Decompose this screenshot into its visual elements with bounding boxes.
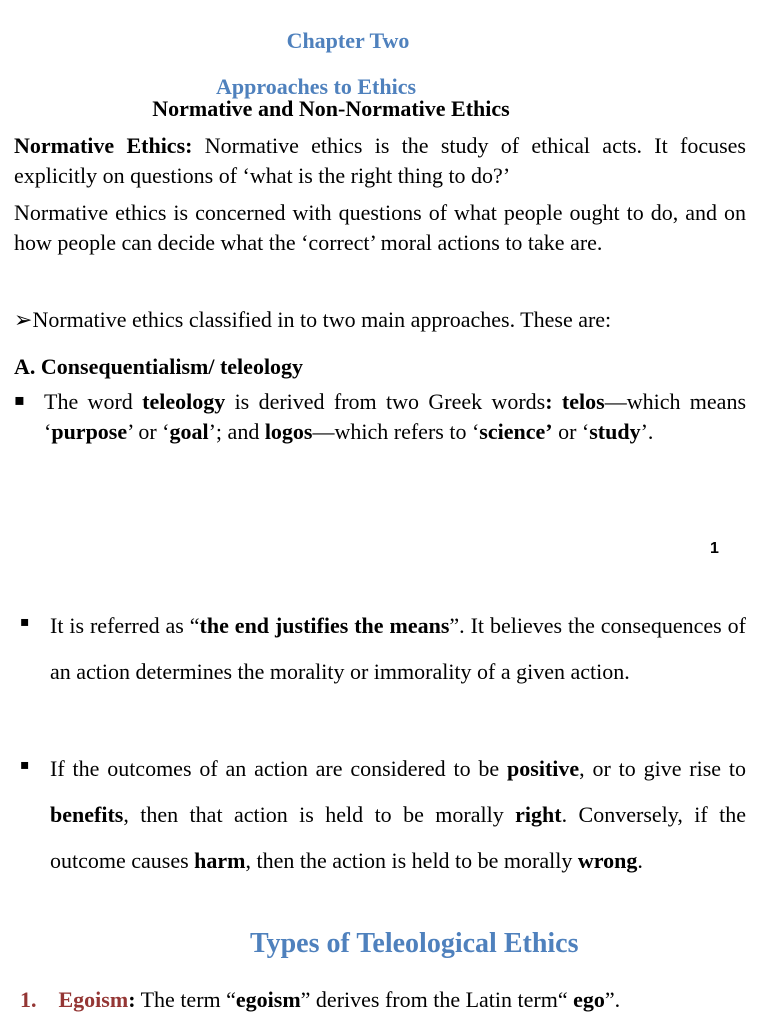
normative-ethics-text: Normative ethics is the study of ethical acts. It focuses explicitly on questions of ‘what is the right thing to do?’ (14, 133, 746, 188)
term-benefits: benefits (50, 802, 124, 827)
term-wrong: wrong (577, 848, 638, 873)
text: , or to give rise to (579, 756, 746, 781)
page-number: 1 (710, 540, 719, 557)
term-right: right (515, 802, 562, 827)
text: The term “ (135, 987, 236, 1012)
term-goal: goal (169, 419, 209, 444)
text: —which refers to ‘ (312, 419, 480, 444)
square-bullet-icon: ▪ (20, 614, 30, 630)
text: . (637, 848, 643, 873)
term-telos: : telos (545, 389, 605, 414)
text: ’; and (208, 419, 265, 444)
colon: : (128, 987, 136, 1012)
types-of-teleological-ethics-heading: Types of Teleological Ethics (250, 928, 579, 959)
term-ego: ego (573, 987, 605, 1012)
teleology-definition (44, 387, 746, 447)
normative-ethics-concern-paragraph: Normative ethics is concerned with questions of what people ought to do, and on how people can decide what the ‘correct’ moral actions to take are. (14, 200, 746, 255)
section-title: Normative and Non-Normative Ethics (152, 96, 510, 121)
chapter-title: Chapter Two (286, 28, 410, 53)
text: , then the action is held to be morally (245, 848, 578, 873)
text: . Conversely, if the outcome causes (50, 802, 747, 873)
list-number: 1. (20, 987, 37, 1012)
term-egoism: egoism (235, 987, 301, 1012)
term-study: study (589, 419, 641, 444)
arrow-bullet-icon: ➢ (14, 307, 33, 332)
text: ”. It believes the consequences of an action determines the morality or immorality of a given action. (50, 613, 746, 684)
text: ”. (604, 987, 621, 1012)
normative-ethics-label: Normative Ethics: (14, 133, 193, 158)
heading-consequentialism: A. Consequentialism/ teleology (14, 354, 304, 379)
text: If the outcomes of an action are considered to be (50, 756, 508, 781)
outcomes-bullet (50, 746, 746, 884)
text: , then that action is held to be morally (123, 802, 516, 827)
end-justifies-means-bullet (50, 603, 746, 695)
term-harm: harm (194, 848, 246, 873)
term-positive: positive (507, 756, 580, 781)
square-bullet-icon: ▪ (20, 757, 30, 773)
egoism-item (20, 985, 748, 1015)
text: or ‘ (552, 419, 590, 444)
text: ’ or ‘ (127, 419, 170, 444)
text: It is referred as “ (50, 613, 200, 638)
term-logos: logos (264, 419, 313, 444)
square-bullet-icon: ▪ (14, 390, 25, 409)
text: The word (44, 389, 143, 414)
phrase-end-justifies-means: the end justifies the means (199, 613, 450, 638)
term-teleology: teleology (142, 389, 226, 414)
text: ’. (640, 419, 654, 444)
normative-ethics-paragraph (14, 131, 746, 191)
term-science: science’ (479, 419, 553, 444)
approaches-title: Approaches to Ethics (215, 74, 417, 99)
term-purpose: purpose (51, 419, 128, 444)
text: ” derives from the Latin term“ (300, 987, 574, 1012)
approaches-list-intro (14, 305, 746, 335)
egoism-label: Egoism (58, 987, 129, 1012)
text: is derived from two Greek words (225, 389, 546, 414)
approaches-intro-text: Normative ethics classified in to two main approaches. These are: (32, 307, 612, 332)
text: —which means ‘ (44, 389, 747, 444)
